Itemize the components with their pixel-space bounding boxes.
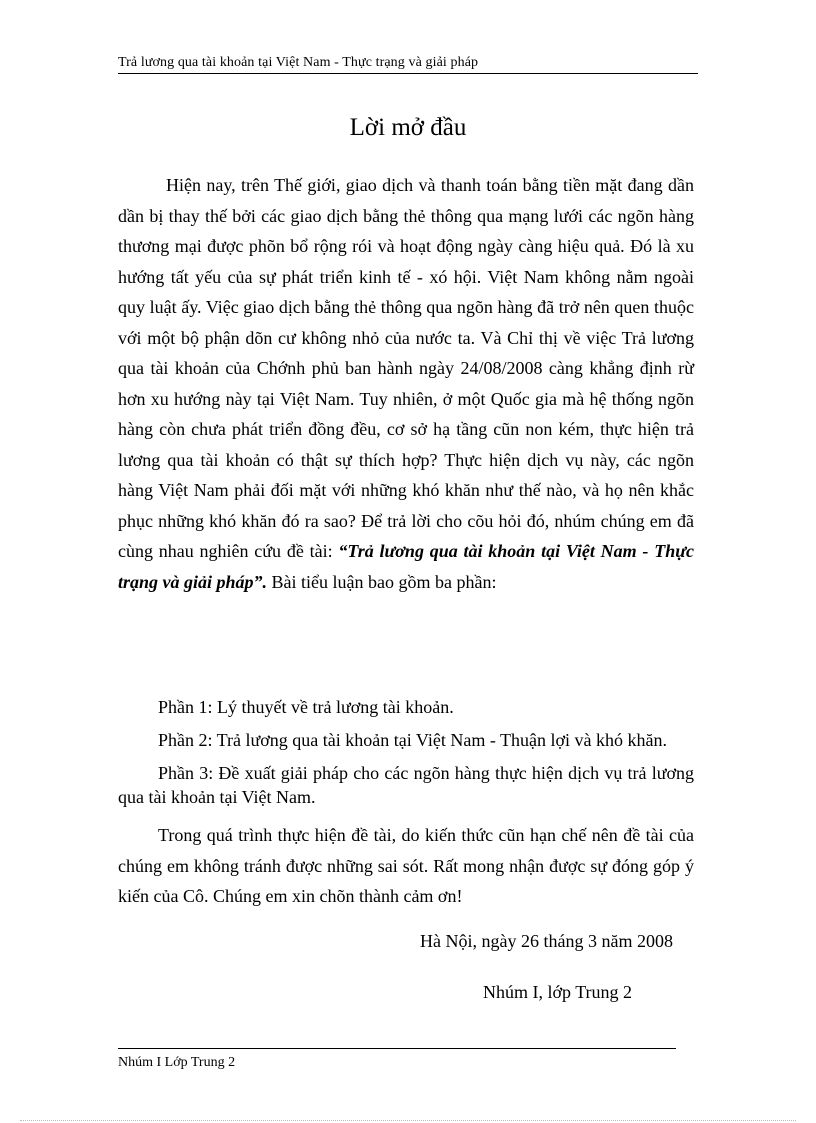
closing-text: Trong quá trình thực hiện đề tài, do kiến thức cũn hạn chế nên đề tài của chúng em không tránh được những sai sót. Rất mong nhận được sự đóng góp ý kiến của Cô. Chúng em xin chõn thành cảm ơn! (118, 825, 694, 906)
part-item-3: Phần 3: Đề xuất giải pháp cho các ngõn hàng thực hiện dịch vụ trả lương qua tài khoản tại Việt Nam. (118, 763, 694, 807)
page-bottom-edge (20, 1120, 796, 1121)
topic-title-emphasis: “Trả lương qua tài khoản tại Việt Nam - Thực trạng và giải pháp”. (118, 541, 694, 592)
signature-place-date: Hà Nội, ngày 26 tháng 3 năm 2008 (420, 931, 673, 951)
part-item-2: Phần 2: Trả lương qua tài khoản tại Việt Nam - Thuận lợi và khó khăn. (158, 730, 667, 750)
page-title: Lời mở đầu (349, 114, 467, 141)
intro-paragraph (118, 170, 694, 597)
header-divider (118, 73, 698, 74)
running-footer: Nhúm I Lớp Trung 2 (118, 1055, 236, 1070)
intro-text: Hiện nay, trên Thế giới, giao dịch và thanh toán bằng tiền mặt đang dần dần bị thay thế bởi các giao dịch bằng thẻ thông qua mạng lưới các ngõn hàng thương mại được phõn bổ rộng rói và hoạt động ngày càng hiệu quả. Đó là xu hướng tất yếu của sự phát triển kinh tế - xó hội. Việt Nam không nằm ngoài quy luật ấy. Việc giao dịch bằng thẻ thông qua ngõn hàng đã trở nên quen thuộc với một bộ phận dõn cư không nhỏ của nước ta. Và Chỉ thị về việc Trả lương qua tài khoản của Chớnh phủ ban hành ngày 24/08/2008 càng khẳng định rừ hơn xu hướng này tại Việt Nam. Tuy nhiên, ở một Quốc gia mà hệ thống ngõn hàng còn chưa phát triển đồng đều, cơ sở hạ tầng cũn non kém, thực hiện trả lương qua tài khoản có thật sự thích hợp? Thực hiện dịch vụ này, các ngõn hàng Việt Nam phải đối mặt với những khó khăn như thế nào, và họ nên khắc phục những khó khăn đó ra sao? Để trả lời cho cõu hỏi đó, nhúm chúng em đã cùng nhau nghiên cứu đề tài: (118, 175, 694, 561)
closing-paragraph (118, 820, 694, 912)
parts-list (118, 695, 694, 818)
running-header: Trả lương qua tài khoản tại Việt Nam - Thực trạng và giải pháp (118, 55, 479, 70)
intro-tail-text: Bài tiểu luận bao gồm ba phần: (267, 571, 497, 592)
part-item-1: Phần 1: Lý thuyết về trả lương tài khoản. (158, 697, 454, 717)
footer-divider (118, 1048, 676, 1049)
signature-group: Nhúm I, lớp Trung 2 (483, 982, 633, 1002)
